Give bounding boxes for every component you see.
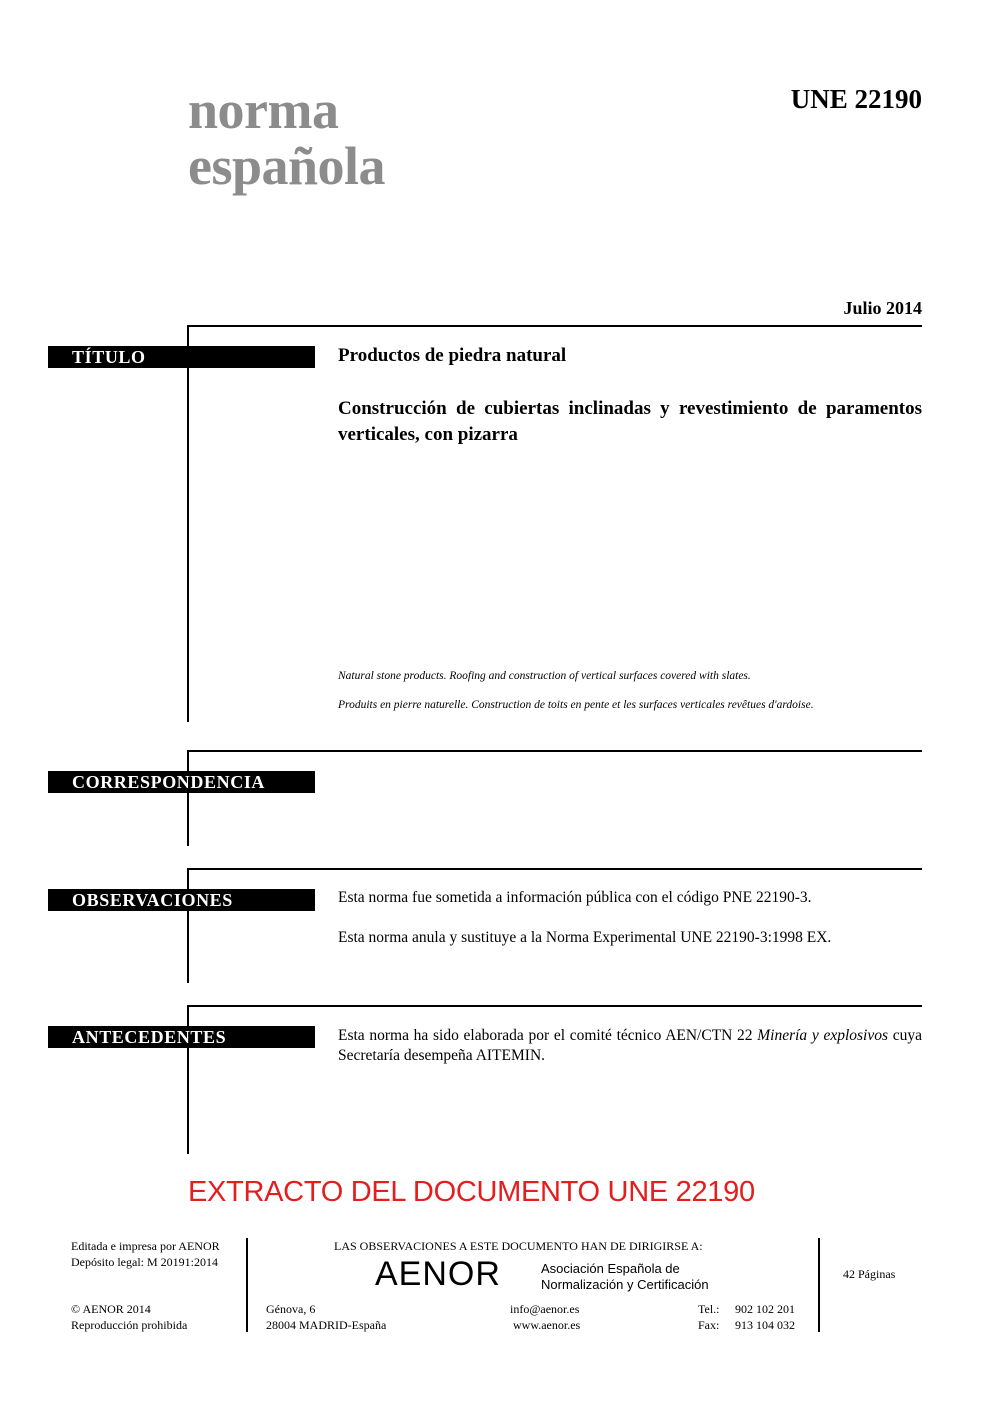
standard-code: UNE 22190 (790, 84, 922, 114)
section-rule-correspondencia (187, 750, 189, 846)
label-observaciones: OBSERVACIONES (48, 889, 315, 911)
address-line-2: 28004 MADRID-España (266, 1318, 387, 1332)
label-antecedentes: ANTECEDENTES (48, 1026, 315, 1048)
extract-banner: EXTRACTO DEL DOCUMENTO UNE 22190 (188, 1176, 755, 1208)
publication-date: Julio 2014 (843, 298, 922, 318)
section-divider-observaciones (188, 868, 922, 870)
observation-1: Esta norma fue sometida a información pública con el código PNE 22190-3. (338, 889, 812, 906)
address-line-1: Génova, 6 (266, 1302, 316, 1316)
section-rule-titulo (187, 325, 189, 722)
brand-title (188, 82, 385, 194)
brand-line-1: norma (188, 80, 339, 140)
antecedentes-text-end: cuya Secretaría desempeña AITEMIN. (338, 1027, 922, 1064)
footer-copyright: © AENOR 2014 (71, 1302, 151, 1316)
contact-email[interactable]: info@aenor.es (510, 1302, 580, 1316)
org-line-1: Asociación Española de (541, 1261, 680, 1276)
contact-web[interactable]: www.aenor.es (513, 1318, 581, 1332)
translation-french: Produits en pierre naturelle. Construction de toits en pente et les surfaces verticales revêtues d'ardoise. (338, 699, 814, 711)
tel-label: Tel.: (698, 1302, 720, 1316)
footer-edited: Editada e impresa por AENOR (71, 1239, 220, 1253)
label-titulo: TÍTULO (48, 346, 315, 368)
section-divider-titulo (188, 325, 922, 327)
section-rule-observaciones (187, 868, 189, 983)
section-divider-antecedentes (188, 1005, 922, 1007)
org-line-2: Normalización y Certificación (541, 1277, 709, 1292)
section-divider-correspondencia (188, 750, 922, 752)
footer-reproduction: Reproducción prohibida (71, 1318, 188, 1332)
translation-english: Natural stone products. Roofing and construction of vertical surfaces covered with slates. (338, 670, 751, 682)
aenor-organization (541, 1261, 709, 1293)
page-count: 42 Páginas (843, 1267, 896, 1281)
footer-deposit: Depósito legal: M 20191:2014 (71, 1255, 218, 1269)
footer-divider-left (246, 1238, 248, 1332)
observations-heading: LAS OBSERVACIONES A ESTE DOCUMENTO HAN DE DIRIGIRSE A: (334, 1239, 703, 1253)
document-subtitle: Construcción de cubiertas inclinadas y revestimiento de paramentos verticales, con pizarra (338, 398, 922, 445)
tel-number: 902 102 201 (735, 1302, 795, 1316)
document-title: Productos de piedra natural (338, 345, 567, 366)
footer-divider-right (818, 1238, 820, 1332)
fax-label: Fax: (698, 1318, 720, 1332)
antecedentes-text-start: Esta norma ha sido elaborada por el comité técnico AEN/CTN 22 (338, 1027, 758, 1044)
brand-line-2: española (188, 136, 386, 196)
fax-number: 913 104 032 (735, 1318, 795, 1332)
aenor-logo: AENOR (375, 1255, 501, 1293)
observation-2: Esta norma anula y sustituye a la Norma Experimental UNE 22190-3:1998 EX. (338, 929, 832, 946)
committee-name: Minería y explosivos (757, 1027, 889, 1044)
antecedentes-text (338, 1026, 922, 1066)
label-correspondencia: CORRESPONDENCIA (48, 771, 315, 793)
